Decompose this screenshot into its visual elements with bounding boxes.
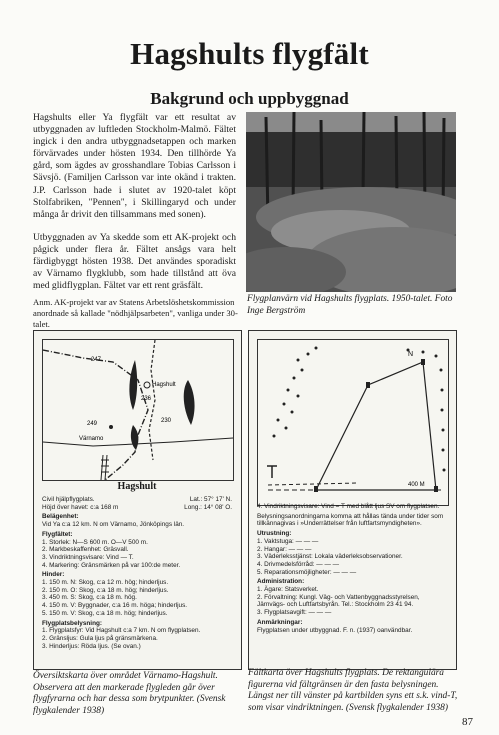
section-flygfaltet: Flygfältet: xyxy=(42,530,73,538)
belysning-item: 1. Flygplatsfyr: Vid Hagshult c:a 7 km. N om flygplatsen. xyxy=(42,627,201,635)
map-heading: Hagshult xyxy=(117,481,157,492)
distance-label: 400 M xyxy=(408,482,425,488)
flygfaltet-item: 4. Markering: Gränsmärken på var 100:de meter. xyxy=(42,561,181,569)
photo-caption: Flygplanvärn vid Hagshults flygplats. 1950-talet. Foto Inge Bergström xyxy=(247,294,453,316)
belagenhet-text: Vid Ya c:a 12 km. N om Värnamo, Jönköpings län. xyxy=(42,521,185,529)
admin-item: 3. Flygplatsavgift: — — — xyxy=(257,609,332,617)
overview-map-caption: Översiktskarta över området Värnamo-Hagshult. Observera att den markerade flygleden går över flygfyrarna och har dessa som brytpunkter. (Svensk flygkalender 1938) xyxy=(33,671,226,716)
page-number: 87 xyxy=(462,716,473,728)
forest-photo-illustration xyxy=(246,112,456,292)
belysning-item: 2. Gränsljus: Gula ljus på gränsmärkena. xyxy=(42,634,158,642)
hinder-item: 3. 450 m. S: Skog, c:a 18 m. hög. xyxy=(42,594,137,602)
overview-map xyxy=(42,339,234,481)
airfield-long: Long.: 14° 08' O. xyxy=(184,503,232,511)
flygfaltet-item: 3. Vindriktningsvisare: Vind — T. xyxy=(42,553,134,561)
map-label-varnamo: Värnamo xyxy=(79,436,104,442)
utrustning-item: 3. Väderleksstjänst: Lokala väderleksobservationer. xyxy=(257,553,403,561)
overview-map-panel xyxy=(33,330,242,670)
page-title: Hagshults flygfält xyxy=(130,36,369,71)
airfield-lat: Lat.: 57° 17' N. xyxy=(189,496,232,503)
map-label-247: 247 xyxy=(91,357,102,363)
airfield-photo xyxy=(246,112,456,292)
north-label: N xyxy=(408,351,414,358)
utrustning-item: 5. Reparationsmöjligheter: — — — xyxy=(257,568,357,576)
section-subtitle: Bakgrund och uppbyggnad xyxy=(150,89,349,108)
field-map-legend xyxy=(257,503,447,634)
utrustning-item: 1. Vaktstuga: — — — xyxy=(257,537,319,545)
paragraph-1: Hagshults eller Ya flygfält var ett resultat av utbyggnaden av luftleden Stockholm-Malmö. Fältet ingick i den andra utbyggnadsetappen och marken förvärvades under hösten 1934. Den tillhörde Ya gård, som ägdes av grosshandlare Tobias Carlsson i Sävsjö. (Familjen Carlsson var inte okänd i trakten. J.P. Carlsson hade i slutet av 1920-talet köpt Stolfabriken, "Pennen", i Skillingaryd och under många år drivit den tillsammans med sonen). xyxy=(33,112,236,220)
section-utrustning: Utrustning: xyxy=(257,530,292,538)
section-administration: Administration: xyxy=(257,578,305,586)
admin-item: 2. Förvaltning: Kungl. Väg- och Vattenbyggnadsstyrelsen, Järnvägs- och Luftfartsbyrån. Tel.: Stockholm 23 41 94. xyxy=(257,593,420,609)
airfield-height: Höjd över havet: c:a 168 m xyxy=(42,503,119,511)
map-label-230: 230 xyxy=(161,418,172,424)
footnote-anm: Anm. AK-projekt var av Statens Arbetslöshetskommission anordnade så kallade "nödhjälpsarbeten", vanliga under 30-talet. xyxy=(33,297,238,329)
hinder-item: 1. 150 m. N: Skog, c:a 12 m. hög; hinderljus. xyxy=(42,579,169,587)
hinder-item: 2. 150 m. O: Skog, c:a 18 m. hög; hinderljus. xyxy=(42,586,169,594)
overview-map-legend xyxy=(42,481,232,650)
paragraph-2: Utbyggnaden av Ya skedde som ett AK-projekt och pågick under flera år. Fältet ansågs vara helt färdigbyggt hösten 1938. Det användes sporadiskt av Värnamo flygklubb, som hade tillstånd att öva med glidflygplan. Fältet var ett rent gräsfält. xyxy=(33,231,236,292)
main-text-column xyxy=(33,112,236,303)
belysning-note: Belysningsanordningarna komma att hållas tända under tider som tillkännagivas i »Underrättelser från luftfartsmyndigheten». xyxy=(257,512,444,528)
vind-item: 4. Vindriktningsvisare: Vind = T med blått ljus SV om flygplatsen. xyxy=(257,503,440,510)
utrustning-item: 4. Drivmedelsförråd: — — — xyxy=(257,560,340,568)
map-label-249: 249 xyxy=(87,421,98,427)
flygfaltet-item: 2. Markbeskaffenhet: Gräsvall. xyxy=(42,546,129,554)
overview-map-drawing xyxy=(43,340,233,480)
airfield-type: Civil hjälpflygplats. xyxy=(42,496,95,503)
section-hinder: Hinder: xyxy=(42,571,65,579)
section-belysning: Flygplatsbelysning: xyxy=(42,619,103,627)
belysning-item: 3. Hinderljus: Röda ljus. (Se ovan.) xyxy=(42,642,141,650)
map-label-hagshult: Hagshult xyxy=(152,382,176,388)
section-anmarkningar: Anmärkningar: xyxy=(257,618,303,626)
anmarkning-text: Flygplatsen under utbyggnad. F. n. (1937) oanvändbar. xyxy=(257,626,413,634)
utrustning-item: 2. Hangar: — — — xyxy=(257,545,312,553)
field-map-panel xyxy=(248,330,457,670)
admin-item: 1. Ägare: Statsverket. xyxy=(257,586,319,594)
hinder-item: 5. 150 m. V: Skog, c:a 18 m. hög; hinderljus. xyxy=(42,609,168,617)
field-map-drawing xyxy=(258,340,448,505)
flygfaltet-item: 1. Storlek: N—S 600 m. O—V 500 m. xyxy=(42,538,148,546)
field-map xyxy=(257,339,449,506)
hinder-item: 4. 150 m. V: Byggnader, c:a 16 m. höga; hinderljus. xyxy=(42,602,188,610)
field-map-caption: Fältkarta över Hagshults flygplats. De rektangulära figurerna vid fältgränsen är den fasta belysningen. Längst ner till vänster på kartbilden syns ett s.k. vind-T, som visar vindriktningen. (Svensk flygkalender 1938) xyxy=(248,668,458,713)
section-belagenhet: Belägenhet: xyxy=(42,513,79,521)
map-label-236: 236 xyxy=(141,396,152,402)
